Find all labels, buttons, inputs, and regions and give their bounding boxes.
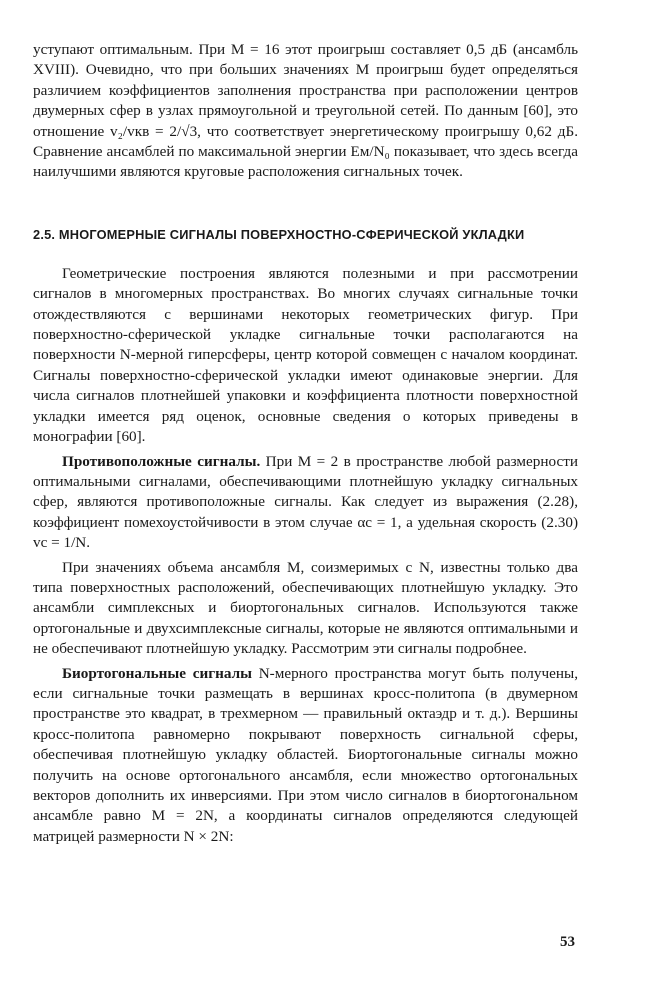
lead-opposite-signals: Противоположные сигналы. xyxy=(62,452,261,470)
section-heading: 2.5. МНОГОМЕРНЫЕ СИГНАЛЫ ПОВЕРХНОСТНО-СФЕРИЧЕСКОЙ УКЛАДКИ xyxy=(33,226,525,242)
lead-biorthogonal-signals: Биортогональные сигналы xyxy=(62,664,252,682)
body-biorthogonal-signals: N-мерного пространства могут быть получены, если сигнальные точки размещать в вершинах кросс-политопа (в двумерном пространстве это квадрат, в трехмерном — правильный октаэдр и т. д.). Вершины кросс-политопа равномерно покрывают поверхность сигнальной сферы, обеспечивая плотнейшую укладку областей. Биортогональные сигналы можно получить на основе ортогонального ансамбля, если множество ортогональных векторов дополнить их инверсиями. При этом число сигналов в биортогональном ансамбле равно M = 2N, а координаты сигналов определяются следующей матрицей размерности N × 2N: xyxy=(33,664,578,845)
page-text xyxy=(33,40,578,847)
page-number: 53 xyxy=(560,934,575,950)
body-opposite-signals: При M = 2 в пространстве любой размерности оптимальными сигналами, обеспечивающими плотнейшую укладку сигнальных сфер, являются противоположные сигналы. Как следует из выражения (2.28), коэффициент помехоустойчивости в этом случае αc = 1, а удельная скорость (2.30) vc = 1/N. xyxy=(33,452,578,552)
paragraph-continuation: уступают оптимальным. При M = 16 этот проигрыш составляет 0,5 дБ (ансамбль XVIII). Очевидно, что при больших значениях M проигрыш будет определяться различием коэффициентов заполнения пространства при расположении центров двумерных сфер в узлах прямоугольной и треугольной сетей. По данным [60], это отношение v₂/vкв = 2/√3, что соответствует энергетическому проигрышу 0,62 дБ. Сравнение ансамблей по максимальной энергии Eм/N₀ показывает, что здесь всегда наилучшими являются круговые расположения сигнальных точек. xyxy=(33,41,578,181)
paragraph-biorthogonal-signals xyxy=(33,664,578,848)
paragraph-geometric-constructions: Геометрические построения являются полезными и при рассмотрении сигналов в многомерных пространствах. Во многих случаях сигнальные точки отождествляются с вершинами некоторых геометрических фигур. При поверхностно-сферической укладке сигнальные точки располагаются на поверхности N-мерной гиперсферы, центр которой совмещен с началом координат. Сигналы поверхностно-сферической укладки имеют одинаковые энергии. Для числа сигналов плотнейшей упаковки и коэффициента плотности поверхностной укладки имеется ряд оценок, основные сведения о которых приведены в монографии [60]. xyxy=(33,264,578,446)
paragraph-ensemble-volume: При значениях объема ансамбля M, соизмеримых с N, известны только два типа поверхностных расположений, обеспечивающих плотнейшую укладку. Это ансамбли симплексных и биортогональных сигналов. Используются также ортогональные и двухсимплексные сигналы, которые не являются оптимальными и не обеспечивают плотнейшую укладку. Рассмотрим эти сигналы подробнее. xyxy=(33,558,578,658)
paragraph-opposite-signals xyxy=(33,452,578,554)
